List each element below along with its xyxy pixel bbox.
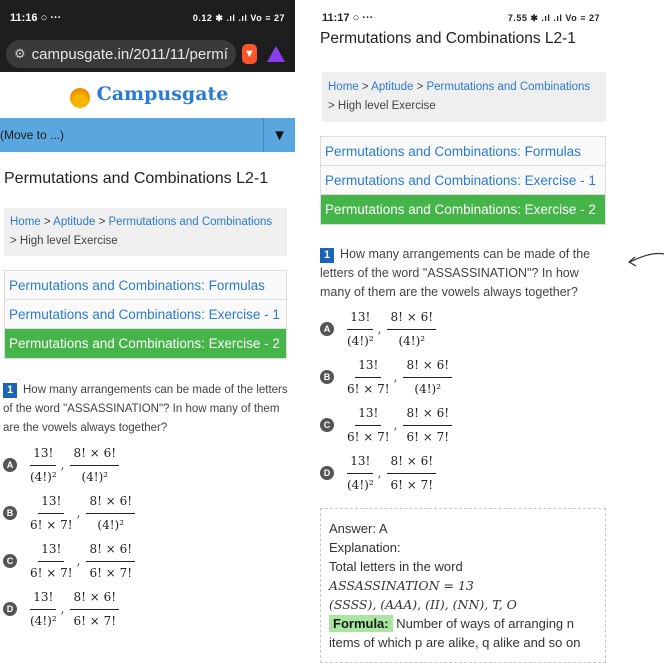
option-label: C xyxy=(3,554,17,568)
option-a[interactable]: A $\frac{13!}{\text{(4!)²}}$ , $\frac{8! \times 6!}{\text{(4!)²}}$ xyxy=(320,308,602,350)
status-time: 11:16 ○ ··· xyxy=(10,12,62,24)
page-title: Permutations and Combinations L2-1 xyxy=(4,170,269,187)
option-label: A xyxy=(3,458,17,472)
fraction-1: $\frac{13!}{6! \times 7!}$ xyxy=(30,541,73,580)
option-label: B xyxy=(3,506,17,520)
answer-line: Answer: A xyxy=(329,521,388,536)
nav-exercise-2[interactable]: Permutations and Combinations: Exercise - 2 xyxy=(321,195,605,224)
status-icons: 7.55 ✱ .ıl .ıl Vo ≡ 27 xyxy=(507,12,600,23)
page-title: Permutations and Combinations L2-1 xyxy=(320,30,576,47)
breadcrumb-section[interactable]: Permutations and Combinations xyxy=(108,216,273,228)
fraction-2: $\frac{8! \times 6!}{6! \times 7!}$ xyxy=(403,404,452,447)
total-letters-text: Total letters in the word xyxy=(329,559,463,574)
fraction-2: $\frac{8! \times 6!}{\text{(4!)²}}$ xyxy=(403,356,452,399)
question-block xyxy=(3,381,289,630)
letter-groups-math: (SSSS), (AAA), (II), (NN), T, O xyxy=(329,597,517,612)
breadcrumb-aptitude[interactable]: Aptitude xyxy=(371,81,414,93)
fraction-1: $\frac{13!}{6! \times 7!}$ xyxy=(347,405,390,444)
fraction-1: $\frac{13!}{6! \times 7!}$ xyxy=(347,357,390,396)
caret-down-icon: ▼ xyxy=(272,126,287,144)
breadcrumb: Home > Aptitude > Permutations and Combinations > High level Exercise xyxy=(322,72,606,122)
brave-rewards-icon[interactable] xyxy=(267,46,285,62)
status-icons: 0.12 ✱ .ıl .ıl Vo ≡ 27 xyxy=(192,12,285,23)
fraction-2: $\frac{8! \times 6!}{\text{(4!)²}}$ xyxy=(86,492,135,535)
hand-drawn-arrow-icon xyxy=(626,248,666,272)
site-settings-icon[interactable]: ⚙ xyxy=(14,46,26,61)
option-label: D xyxy=(320,466,334,480)
left-screenshot xyxy=(0,0,295,628)
word-count-math: ASSASSINATION = 13 xyxy=(329,578,474,593)
fraction-1: $\frac{13!}{\text{(4!)²}}$ xyxy=(30,589,57,628)
option-b[interactable]: B $\frac{13!}{6! \times 7!}$ , $\frac{8! \times 6!}{\text{(4!)²}}$ xyxy=(3,492,289,534)
option-label: A xyxy=(320,322,334,336)
status-time: 11:17 ○ ··· xyxy=(322,12,374,24)
answer-box xyxy=(320,508,606,663)
breadcrumb-current: > High level Exercise xyxy=(328,100,436,112)
right-screenshot xyxy=(312,0,610,650)
breadcrumb-section[interactable]: Permutations and Combinations xyxy=(426,81,591,93)
move-to-dropdown[interactable] xyxy=(0,118,295,152)
url-text: campusgate.in/2011/11/permí xyxy=(31,45,228,63)
option-d[interactable]: D $\frac{13!}{\text{(4!)²}}$ , $\frac{8! \times 6!}{6! \times 7!}$ xyxy=(3,588,289,630)
option-b[interactable]: B $\frac{13!}{6! \times 7!}$ , $\frac{8! \times 6!}{\text{(4!)²}}$ xyxy=(320,356,602,398)
fraction-1: $\frac{13!}{\text{(4!)²}}$ xyxy=(30,445,57,484)
fraction-2: $\frac{8! \times 6!}{6! \times 7!}$ xyxy=(70,588,119,631)
option-label: B xyxy=(320,370,334,384)
question-number: 1 xyxy=(320,248,334,263)
explanation-label: Explanation: xyxy=(329,540,401,555)
dropdown-arrow[interactable] xyxy=(263,118,295,152)
site-logo[interactable] xyxy=(0,74,295,114)
fraction-1: $\frac{13!}{\text{(4!)²}}$ xyxy=(347,453,374,492)
move-to-label: (Move to ...) xyxy=(0,128,65,142)
status-bar xyxy=(0,0,295,36)
fraction-2: $\frac{8! \times 6!}{6! \times 7!}$ xyxy=(387,452,436,495)
logo-text: Campusgate xyxy=(96,83,229,105)
option-a[interactable]: A $\frac{13!}{\text{(4!)²}}$ , $\frac{8! \times 6!}{\text{(4!)²}}$ xyxy=(3,444,289,486)
question-text: 1 How many arrangements can be made of the letters of the word "ASSASSINATION"? In how many of them are the vowels always together? xyxy=(320,247,591,299)
question-block xyxy=(320,245,602,494)
breadcrumb: Home > Aptitude > Permutations and Combinations > High level Exercise xyxy=(4,208,287,256)
question-number: 1 xyxy=(3,383,17,398)
nav-exercise-1[interactable]: Permutations and Combinations: Exercise - 1 xyxy=(5,300,286,329)
option-c[interactable]: C $\frac{13!}{6! \times 7!}$ , $\frac{8! \times 6!}{6! \times 7!}$ xyxy=(320,404,602,446)
breadcrumb-current: > High level Exercise xyxy=(10,235,118,247)
question-text: 1 How many arrangements can be made of the letters of the word "ASSASSINATION"? In how many of them are the vowels always together? xyxy=(3,384,288,434)
fraction-2: $\frac{8! \times 6!}{\text{(4!)²}}$ xyxy=(387,308,436,351)
topic-nav xyxy=(320,136,606,225)
breadcrumb-home[interactable]: Home xyxy=(328,81,359,93)
brave-shield-icon[interactable]: ▼ xyxy=(242,44,257,64)
breadcrumb-home[interactable]: Home xyxy=(10,216,41,228)
fraction-1: $\frac{13!}{\text{(4!)²}}$ xyxy=(347,309,374,348)
fraction-2: $\frac{8! \times 6!}{6! \times 7!}$ xyxy=(86,540,135,583)
option-c[interactable]: C $\frac{13!}{6! \times 7!}$ , $\frac{8! \times 6!}{6! \times 7!}$ xyxy=(3,540,289,582)
nav-exercise-1[interactable]: Permutations and Combinations: Exercise - 1 xyxy=(321,166,605,195)
fraction-1: $\frac{13!}{6! \times 7!}$ xyxy=(30,493,73,532)
nav-formulas[interactable]: Permutations and Combinations: Formulas xyxy=(321,137,605,166)
address-bar[interactable] xyxy=(6,40,236,68)
options-list xyxy=(320,308,602,494)
nav-exercise-2[interactable]: Permutations and Combinations: Exercise - 2 xyxy=(5,329,286,358)
option-label: D xyxy=(3,602,17,616)
topic-nav xyxy=(4,270,287,359)
formula-line xyxy=(329,614,597,652)
options-list xyxy=(3,444,289,630)
sun-logo-icon xyxy=(67,84,93,104)
fraction-2: $\frac{8! \times 6!}{\text{(4!)²}}$ xyxy=(70,444,119,487)
breadcrumb-aptitude[interactable]: Aptitude xyxy=(53,216,96,228)
formula-tag: Formula: xyxy=(329,615,393,632)
formula-text: Number of ways of arranging n items of which p are alike, q alike and so on xyxy=(329,616,581,650)
option-d[interactable]: D $\frac{13!}{\text{(4!)²}}$ , $\frac{8! \times 6!}{6! \times 7!}$ xyxy=(320,452,602,494)
nav-formulas[interactable]: Permutations and Combinations: Formulas xyxy=(5,271,286,300)
browser-toolbar xyxy=(0,36,295,72)
option-label: C xyxy=(320,418,334,432)
